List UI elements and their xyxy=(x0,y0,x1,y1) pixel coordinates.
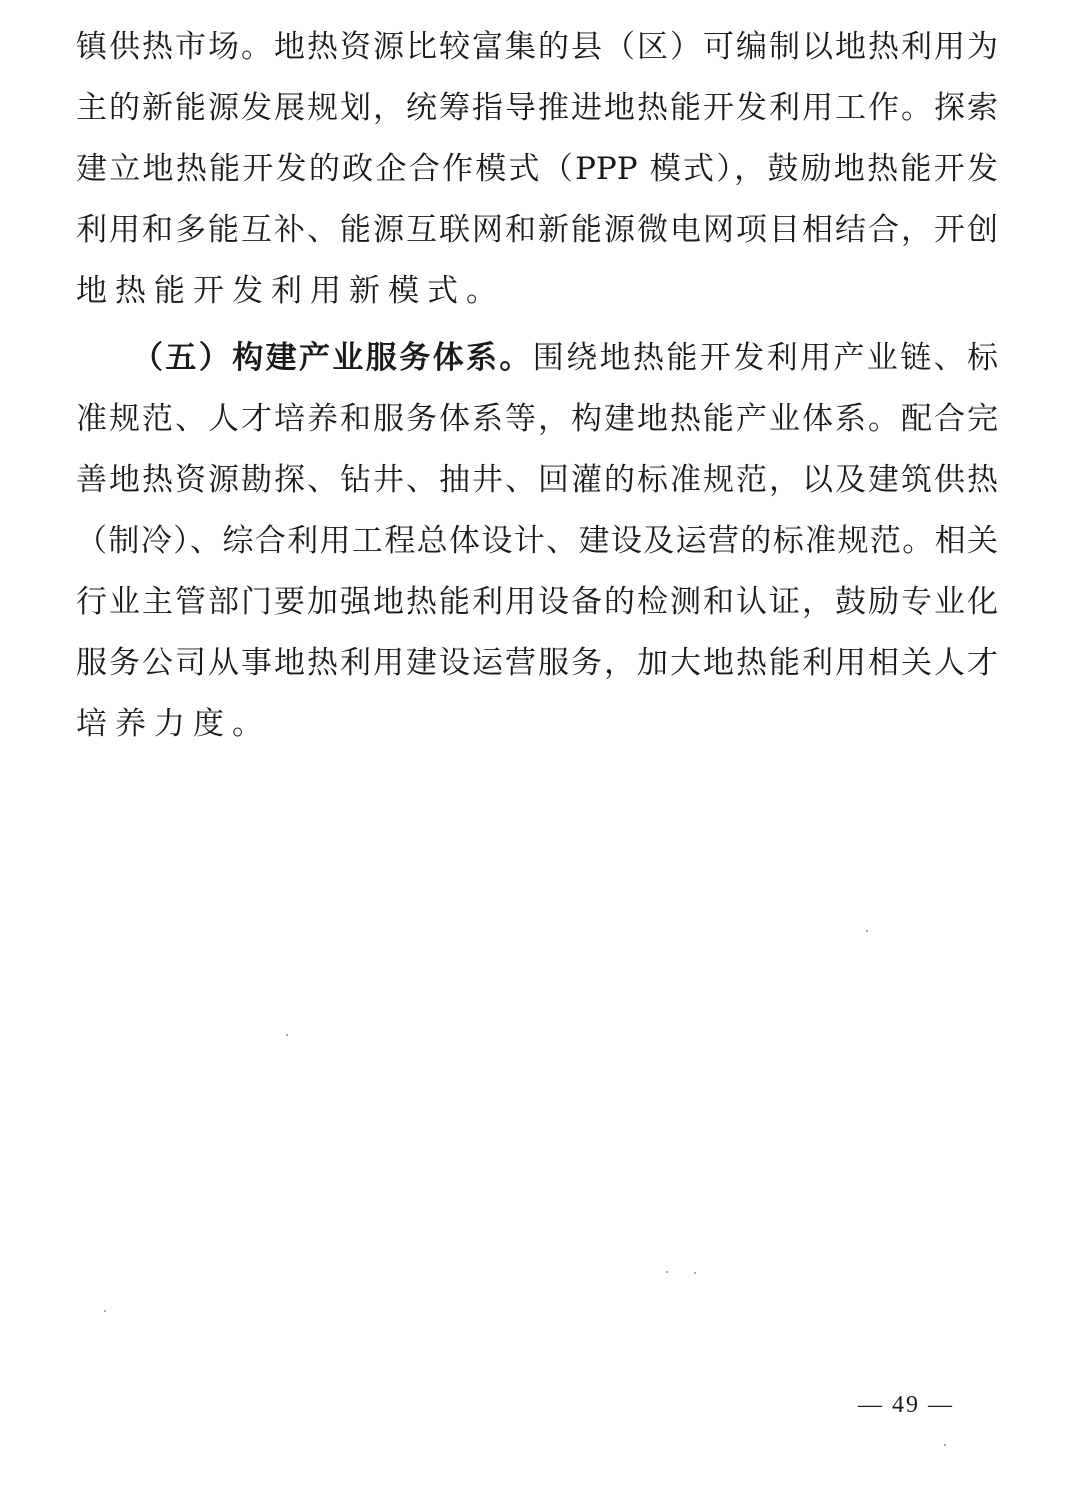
scan-speck xyxy=(694,1272,696,1274)
paragraph-2-first-line xyxy=(76,328,998,389)
scan-speck xyxy=(866,930,868,932)
page-number: — 49 — xyxy=(858,1392,954,1418)
paragraph-2-line: 准规范、人才培养和服务体系等，构建地热能产业体系。配合完 xyxy=(76,401,998,437)
paragraph-1-line: 镇供热市场。地热资源比较富集的县（区）可编制以地热利用为 xyxy=(76,29,998,65)
paragraph-1-line: 地热能开发利用新模式。 xyxy=(76,273,505,309)
scan-speck xyxy=(286,1034,288,1036)
paragraph-1-line: 利用和多能互补、能源互联网和新能源微电网项目相结合，开创 xyxy=(76,212,998,248)
paragraph-2 xyxy=(76,328,998,755)
paragraph-2-line: （制冷）、综合利用工程总体设计、建设及运营的标准规范。相关 xyxy=(76,523,998,559)
section-heading: （五）构建产业服务体系。 xyxy=(132,340,533,376)
paragraph-2-line: 服务公司从事地热利用建设运营服务，加大地热能利用相关人才 xyxy=(76,645,998,681)
paragraph-2-line: 培养力度。 xyxy=(76,706,271,742)
paragraph-1 xyxy=(76,17,998,322)
scan-speck xyxy=(944,1444,946,1446)
scan-speck xyxy=(666,1271,668,1273)
paragraph-1-line: 建立地热能开发的政企合作模式（PPP 模式），鼓励地热能开发 xyxy=(76,151,998,187)
paragraph-1-line: 主的新能源发展规划，统筹指导推进地热能开发利用工作。探索 xyxy=(76,90,998,126)
paragraph-2-line: 行业主管部门要加强地热能利用设备的检测和认证，鼓励专业化 xyxy=(76,584,998,620)
paragraph-2-first-line-text: 围绕地热能开发利用产业链、标 xyxy=(532,340,998,376)
scan-speck xyxy=(104,1310,106,1312)
paragraph-2-line: 善地热资源勘探、钻井、抽井、回灌的标准规范，以及建筑供热 xyxy=(76,462,998,498)
